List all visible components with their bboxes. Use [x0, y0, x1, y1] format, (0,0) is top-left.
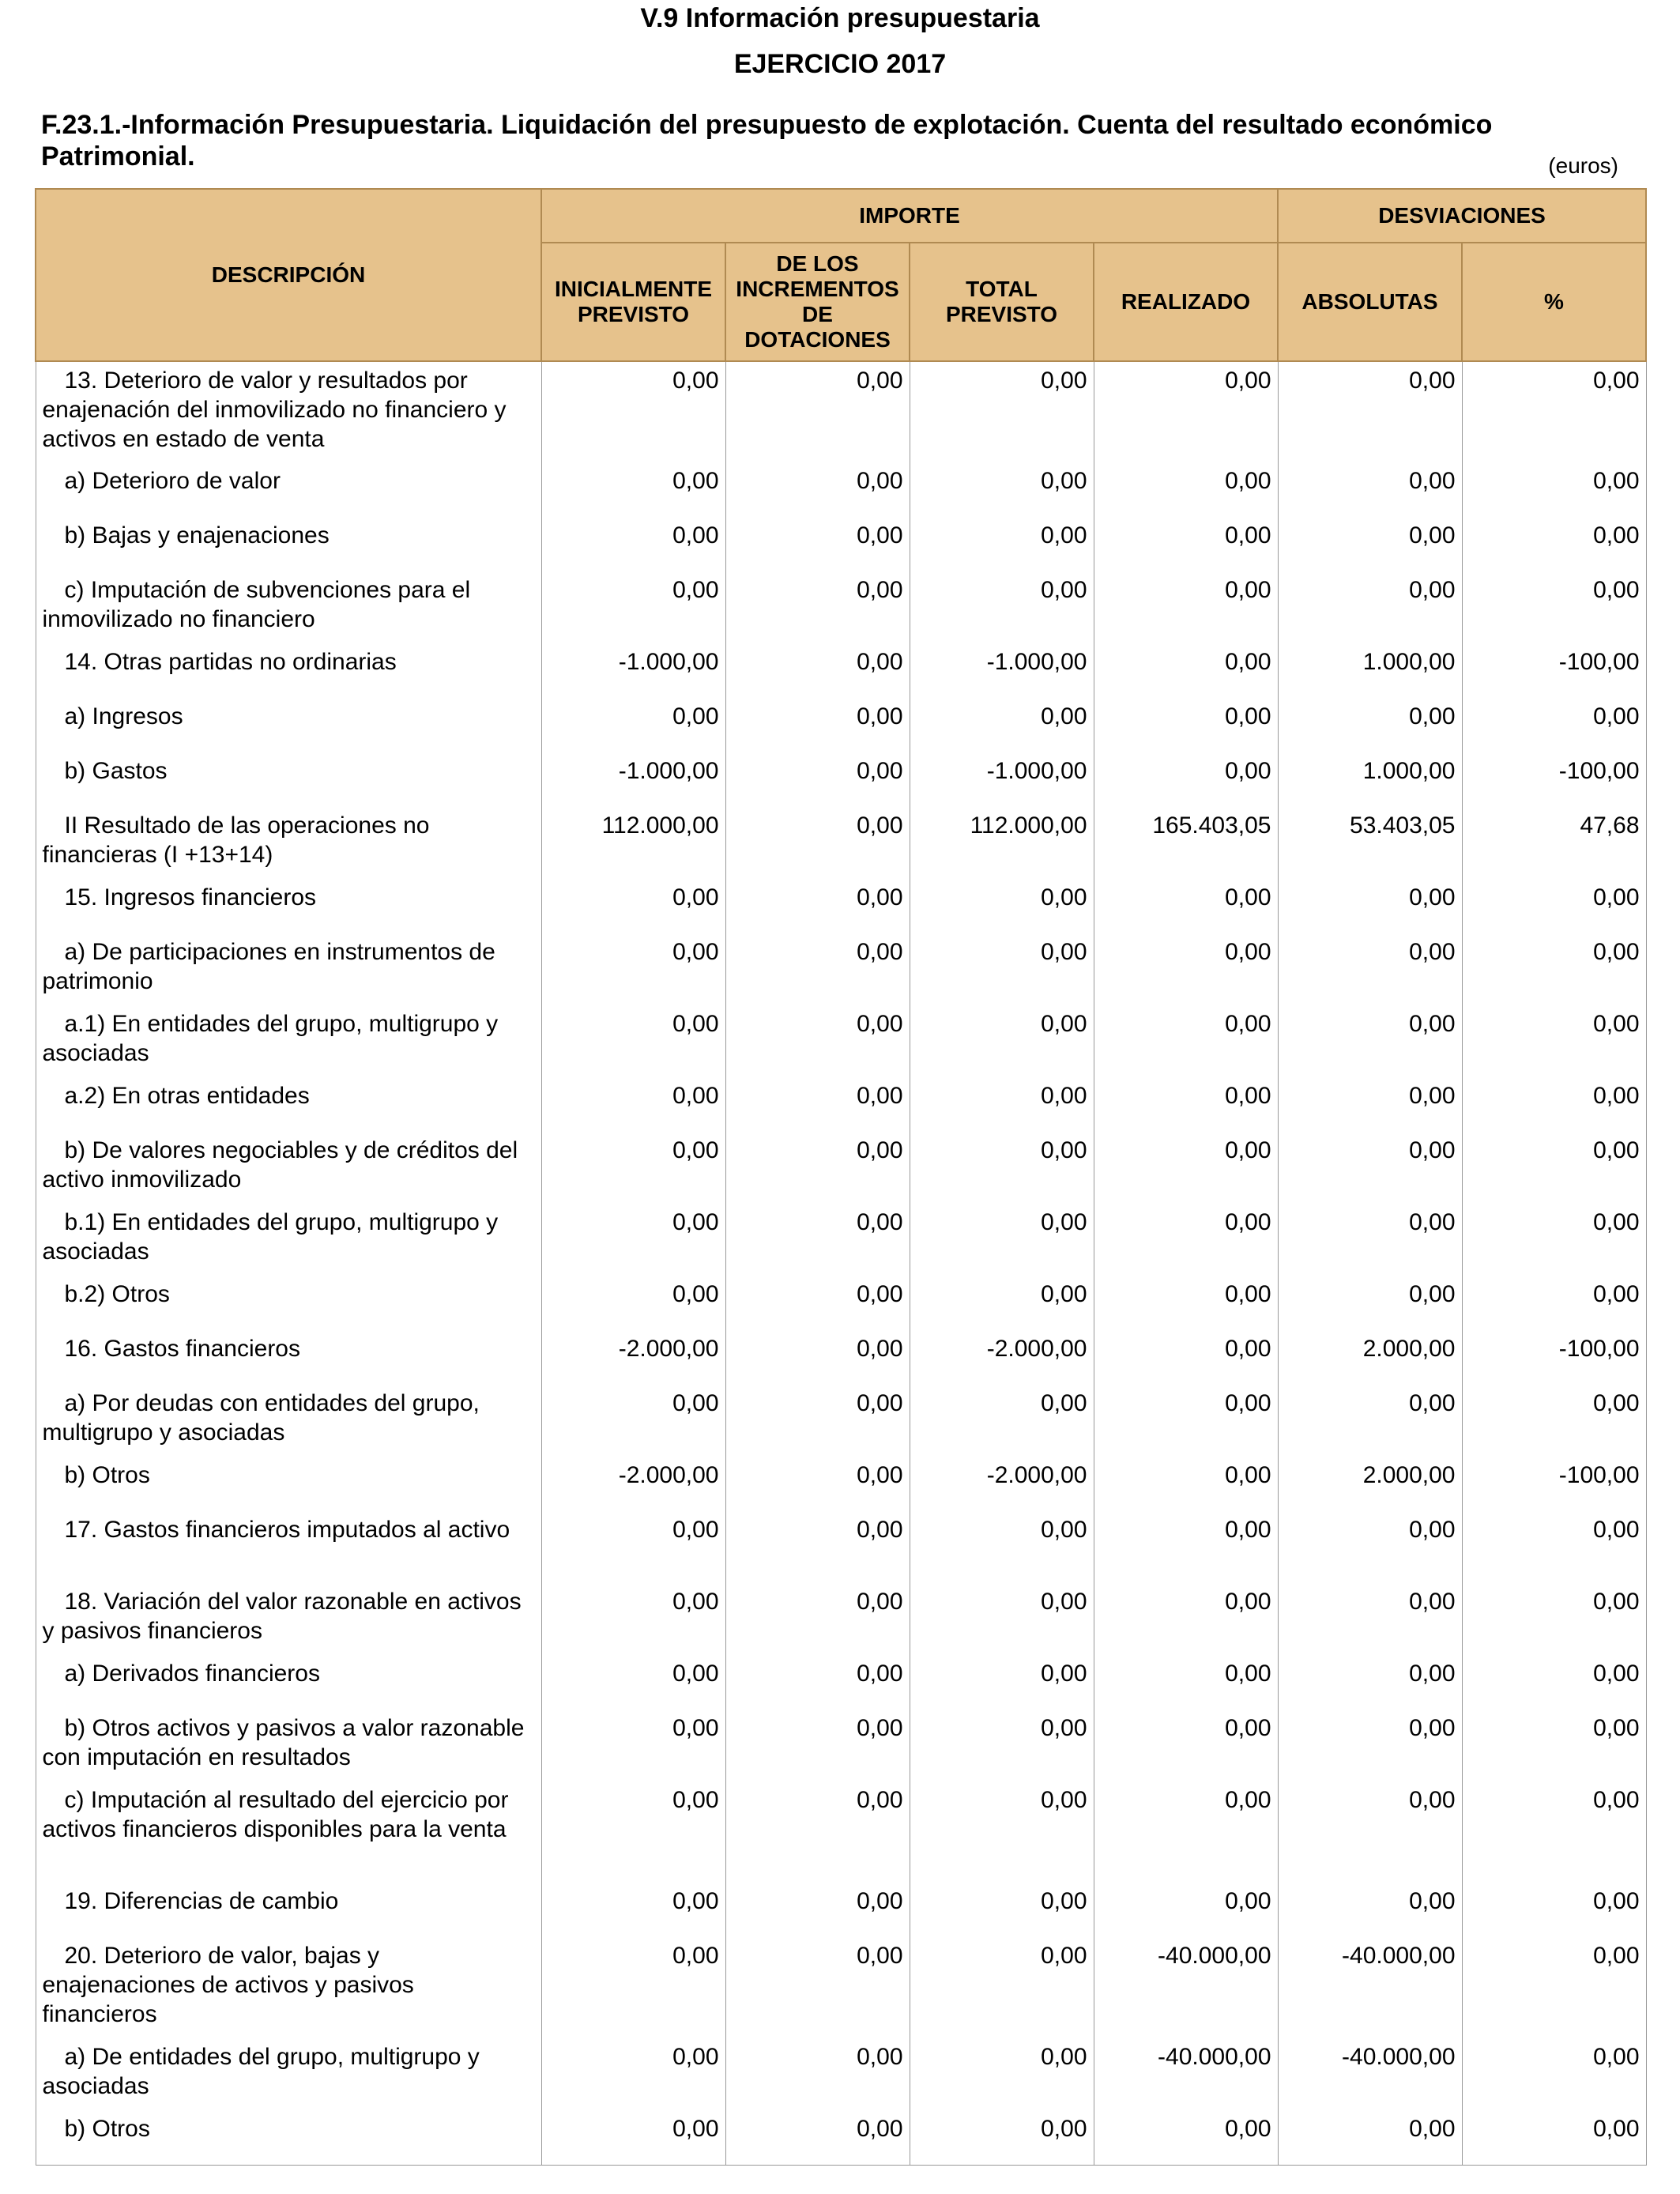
row-value: 0,00 [1278, 361, 1462, 462]
row-value: -2.000,00 [541, 1457, 725, 1511]
table-row [36, 1655, 1646, 1710]
table-row [36, 752, 1646, 807]
row-value: -1.000,00 [910, 643, 1094, 698]
row-value: 0,00 [725, 1583, 910, 1655]
row-value: 0,00 [910, 1710, 1094, 1781]
group-header-importe: IMPORTE [541, 189, 1278, 243]
col-header-description: DESCRIPCIÓN [36, 189, 541, 361]
table-row [36, 1710, 1646, 1781]
row-value: 0,00 [1462, 571, 1646, 643]
report-subtitle: F.23.1.-Información Presupuestaria. Liquidación del presupuesto de explotación. Cuenta del resultado económico Patrimonial. [41, 110, 1493, 172]
table-row [36, 517, 1646, 571]
row-value: 0,00 [1462, 879, 1646, 933]
row-description [36, 571, 541, 643]
row-value: 0,00 [1094, 643, 1278, 698]
fiscal-year-title: EJERCICIO 2017 [733, 49, 947, 79]
row-value: 0,00 [910, 1781, 1094, 1883]
row-description-text: b) Otros [64, 2116, 150, 2142]
row-value: 0,00 [541, 1655, 725, 1710]
row-value: 0,00 [541, 361, 725, 462]
col-header-percent: % [1462, 243, 1646, 361]
row-value: 0,00 [725, 933, 910, 1005]
row-value: 0,00 [725, 1276, 910, 1330]
row-value: 0,00 [1462, 1511, 1646, 1583]
row-description [36, 361, 541, 462]
row-value: 0,00 [1094, 517, 1278, 571]
section-title: V.9 Información presupuestaria [640, 3, 1040, 33]
row-value: 0,00 [1278, 462, 1462, 517]
table-row [36, 1937, 1646, 2038]
table-row [36, 1385, 1646, 1457]
row-value: 0,00 [1094, 1457, 1278, 1511]
row-value: 0,00 [541, 1710, 725, 1781]
row-description [36, 1583, 541, 1655]
row-value: 0,00 [541, 571, 725, 643]
row-description [36, 1883, 541, 1937]
row-value: 0,00 [1462, 2110, 1646, 2165]
row-value: -1.000,00 [541, 643, 725, 698]
row-description [36, 1077, 541, 1132]
table-row [36, 1511, 1646, 1583]
row-value: 0,00 [1462, 1005, 1646, 1077]
row-value: 0,00 [725, 1132, 910, 1204]
row-value: 0,00 [1278, 1710, 1462, 1781]
units-label: (euros) [1548, 153, 1618, 178]
row-value: 0,00 [1094, 1132, 1278, 1204]
row-description-text: b) Otros [64, 1462, 150, 1488]
row-value: 0,00 [1094, 1330, 1278, 1385]
row-description [36, 1655, 541, 1710]
table-row [36, 1132, 1646, 1204]
row-value: 0,00 [910, 1276, 1094, 1330]
row-value: 0,00 [1094, 1276, 1278, 1330]
row-value: 0,00 [541, 1883, 725, 1937]
row-value: 0,00 [910, 1204, 1094, 1276]
row-value: 0,00 [1094, 1655, 1278, 1710]
row-value: 0,00 [541, 1385, 725, 1457]
row-value: 47,68 [1462, 807, 1646, 879]
row-description [36, 2038, 541, 2110]
row-value: 0,00 [541, 462, 725, 517]
row-description-text: a.1) En entidades del grupo, multigrupo y asociadas [42, 1011, 499, 1066]
row-description [36, 1781, 541, 1883]
row-value: 0,00 [910, 879, 1094, 933]
table-row [36, 807, 1646, 879]
table-row [36, 462, 1646, 517]
row-value: 0,00 [1278, 933, 1462, 1005]
row-description-text: 16. Gastos financieros [64, 1336, 300, 1362]
row-value: -40.000,00 [1278, 2038, 1462, 2110]
row-description-text: II Resultado de las operaciones no financieras (I +13+14) [42, 812, 430, 868]
row-value: 0,00 [1094, 1077, 1278, 1132]
row-value: 0,00 [1278, 1005, 1462, 1077]
row-description-text: c) Imputación al resultado del ejercicio por activos financieros disponibles para la venta [42, 1787, 509, 1842]
row-description-text: 15. Ingresos financieros [64, 884, 317, 910]
row-description-text: a) De participaciones en instrumentos de patrimonio [42, 939, 495, 994]
row-value: 0,00 [725, 1204, 910, 1276]
row-description [36, 752, 541, 807]
row-value: 0,00 [1094, 933, 1278, 1005]
row-value: 0,00 [541, 1781, 725, 1883]
table-row [36, 879, 1646, 933]
col-header-inicialmente-previsto: INICIALMENTE PREVISTO [541, 243, 725, 361]
row-value: 0,00 [910, 2110, 1094, 2165]
row-value: 0,00 [1094, 571, 1278, 643]
row-description-text: 20. Deterioro de valor, bajas y enajenaciones de activos y pasivos financieros [42, 1943, 414, 2027]
row-value: 0,00 [541, 2110, 725, 2165]
row-value: 0,00 [1094, 752, 1278, 807]
row-value: -100,00 [1462, 752, 1646, 807]
row-value: 0,00 [910, 933, 1094, 1005]
row-value: 0,00 [1278, 698, 1462, 752]
row-value: 0,00 [1094, 1204, 1278, 1276]
row-description [36, 462, 541, 517]
row-value: 165.403,05 [1094, 807, 1278, 879]
row-value: 0,00 [541, 1204, 725, 1276]
row-description [36, 807, 541, 879]
row-value: 0,00 [1462, 698, 1646, 752]
row-value: 0,00 [1094, 1583, 1278, 1655]
row-description [36, 1385, 541, 1457]
row-description-text: b) Gastos [64, 758, 168, 784]
row-value: 0,00 [1278, 1583, 1462, 1655]
row-value: 0,00 [1462, 1781, 1646, 1883]
table-row [36, 2038, 1646, 2110]
row-value: -100,00 [1462, 1457, 1646, 1511]
row-value: 0,00 [910, 1005, 1094, 1077]
col-header-incrementos: DE LOS INCREMENTOS DE DOTACIONES [725, 243, 910, 361]
row-value: 0,00 [725, 1883, 910, 1937]
row-value: 0,00 [1462, 933, 1646, 1005]
row-value: 0,00 [725, 462, 910, 517]
row-value: 0,00 [541, 879, 725, 933]
table-row [36, 1276, 1646, 1330]
row-value: 0,00 [910, 361, 1094, 462]
row-value: 53.403,05 [1278, 807, 1462, 879]
table-row [36, 1005, 1646, 1077]
row-value: -40.000,00 [1094, 2038, 1278, 2110]
table-row [36, 571, 1646, 643]
row-value: 0,00 [1278, 1385, 1462, 1457]
row-value: 0,00 [1094, 1883, 1278, 1937]
row-value: 0,00 [910, 1937, 1094, 2038]
row-value: 0,00 [1278, 1655, 1462, 1710]
row-description [36, 1710, 541, 1781]
row-value: 0,00 [910, 1583, 1094, 1655]
row-value: 0,00 [1278, 1511, 1462, 1583]
col-header-absolutas: ABSOLUTAS [1278, 243, 1462, 361]
table-row [36, 933, 1646, 1005]
row-description [36, 698, 541, 752]
row-description [36, 1330, 541, 1385]
row-description-text: b) De valores negociables y de créditos del activo inmovilizado [42, 1137, 518, 1193]
row-description-text: b.2) Otros [64, 1281, 170, 1307]
row-value: 0,00 [1278, 571, 1462, 643]
row-value: 0,00 [725, 879, 910, 933]
row-value: 0,00 [1094, 462, 1278, 517]
table-row [36, 698, 1646, 752]
row-value: 0,00 [910, 571, 1094, 643]
row-value: 1.000,00 [1278, 752, 1462, 807]
row-value: 0,00 [1462, 1204, 1646, 1276]
row-value: 0,00 [910, 1883, 1094, 1937]
row-value: 0,00 [1462, 1655, 1646, 1710]
row-description [36, 1276, 541, 1330]
row-value: 0,00 [1278, 1204, 1462, 1276]
row-value: 0,00 [1094, 1511, 1278, 1583]
row-value: -100,00 [1462, 643, 1646, 698]
row-value: 0,00 [910, 1077, 1094, 1132]
row-value: 0,00 [910, 1511, 1094, 1583]
row-value: 0,00 [725, 2110, 910, 2165]
col-header-realizado: REALIZADO [1094, 243, 1278, 361]
row-value: 0,00 [1462, 1132, 1646, 1204]
row-value: 0,00 [1462, 1077, 1646, 1132]
row-value: 0,00 [725, 2038, 910, 2110]
table-row [36, 1583, 1646, 1655]
row-value: -2.000,00 [910, 1457, 1094, 1511]
table-row [36, 2110, 1646, 2165]
row-value: -100,00 [1462, 1330, 1646, 1385]
row-value: 0,00 [541, 1937, 725, 2038]
row-value: 0,00 [1462, 1276, 1646, 1330]
row-value: 112.000,00 [910, 807, 1094, 879]
row-description-text: c) Imputación de subvenciones para el inmovilizado no financiero [42, 577, 471, 632]
row-value: 0,00 [541, 1005, 725, 1077]
row-value: 0,00 [910, 698, 1094, 752]
row-description [36, 1937, 541, 2038]
row-value: -2.000,00 [541, 1330, 725, 1385]
row-description [36, 1204, 541, 1276]
row-value: 0,00 [910, 517, 1094, 571]
row-description [36, 517, 541, 571]
row-value: 0,00 [725, 1385, 910, 1457]
row-description-text: a) Por deudas con entidades del grupo, multigrupo y asociadas [42, 1390, 480, 1446]
row-value: -40.000,00 [1094, 1937, 1278, 2038]
row-value: 0,00 [1094, 1710, 1278, 1781]
row-value: -2.000,00 [910, 1330, 1094, 1385]
row-value: 0,00 [541, 1077, 725, 1132]
row-value: 0,00 [725, 1457, 910, 1511]
row-value: 0,00 [541, 698, 725, 752]
row-value: 0,00 [1094, 1781, 1278, 1883]
row-value: 0,00 [1278, 879, 1462, 933]
row-value: 0,00 [725, 1781, 910, 1883]
row-description-text: b) Bajas y enajenaciones [64, 522, 330, 548]
row-value: 0,00 [725, 643, 910, 698]
row-value: 0,00 [1462, 462, 1646, 517]
row-value: 0,00 [1462, 1937, 1646, 2038]
budget-table [35, 188, 1647, 2166]
table-row [36, 1204, 1646, 1276]
row-value: 2.000,00 [1278, 1457, 1462, 1511]
row-value: 0,00 [725, 1511, 910, 1583]
row-value: 0,00 [725, 571, 910, 643]
row-value: 0,00 [1462, 1710, 1646, 1781]
row-value: 0,00 [1462, 361, 1646, 462]
row-description [36, 879, 541, 933]
row-value: 0,00 [1278, 517, 1462, 571]
row-value: 0,00 [725, 1710, 910, 1781]
col-header-total-previsto: TOTAL PREVISTO [910, 243, 1094, 361]
row-value: 112.000,00 [541, 807, 725, 879]
row-description-text: a) De entidades del grupo, multigrupo y asociadas [42, 2044, 480, 2099]
row-value: 0,00 [725, 752, 910, 807]
row-value: 0,00 [725, 517, 910, 571]
row-value: 0,00 [541, 1511, 725, 1583]
row-description-text: a) Ingresos [64, 703, 183, 729]
row-value: 0,00 [1278, 1781, 1462, 1883]
row-value: 0,00 [541, 1583, 725, 1655]
row-value: 0,00 [725, 1655, 910, 1710]
row-value: 1.000,00 [1278, 643, 1462, 698]
table-row [36, 1883, 1646, 1937]
table-body [36, 361, 1646, 2165]
row-value: 0,00 [541, 1276, 725, 1330]
row-value: 0,00 [1094, 879, 1278, 933]
row-value: 0,00 [725, 361, 910, 462]
row-description-text: b.1) En entidades del grupo, multigrupo y asociadas [42, 1209, 499, 1265]
row-value: 0,00 [910, 1132, 1094, 1204]
row-description-text: 14. Otras partidas no ordinarias [64, 649, 397, 675]
row-value: 0,00 [725, 1937, 910, 2038]
row-value: 0,00 [1462, 1583, 1646, 1655]
row-value: 0,00 [541, 1132, 725, 1204]
row-description-text: a.2) En otras entidades [64, 1083, 310, 1109]
row-value: 0,00 [725, 1077, 910, 1132]
row-description-text: 13. Deterioro de valor y resultados por enajenación del inmovilizado no financiero y activos en estado de venta [42, 368, 507, 452]
row-value: 0,00 [725, 698, 910, 752]
row-description [36, 1132, 541, 1204]
row-description-text: 18. Variación del valor razonable en activos y pasivos financieros [42, 1589, 522, 1644]
table-row [36, 361, 1646, 462]
row-description-text: a) Derivados financieros [64, 1661, 320, 1687]
row-value: 0,00 [541, 517, 725, 571]
row-value: 0,00 [1278, 2110, 1462, 2165]
row-description [36, 1511, 541, 1583]
row-description-text: 17. Gastos financieros imputados al activo [64, 1517, 510, 1543]
row-value: 0,00 [1094, 1385, 1278, 1457]
row-description-text: 19. Diferencias de cambio [64, 1888, 339, 1914]
row-value: 0,00 [725, 1005, 910, 1077]
row-value: 0,00 [910, 462, 1094, 517]
row-value: 0,00 [910, 2038, 1094, 2110]
row-value: 0,00 [1462, 517, 1646, 571]
row-description [36, 1457, 541, 1511]
row-description [36, 2110, 541, 2165]
row-description-text: a) Deterioro de valor [64, 468, 281, 494]
row-value: 0,00 [1278, 1276, 1462, 1330]
row-value: 0,00 [1094, 2110, 1278, 2165]
row-value: -40.000,00 [1278, 1937, 1462, 2038]
row-value: 0,00 [541, 933, 725, 1005]
row-value: 0,00 [910, 1385, 1094, 1457]
row-value: -1.000,00 [910, 752, 1094, 807]
row-value: 0,00 [910, 1655, 1094, 1710]
row-value: -1.000,00 [541, 752, 725, 807]
row-value: 0,00 [1462, 1883, 1646, 1937]
row-value: 0,00 [541, 2038, 725, 2110]
row-value: 0,00 [1278, 1132, 1462, 1204]
row-value: 0,00 [1278, 1883, 1462, 1937]
table-row [36, 643, 1646, 698]
row-value: 0,00 [725, 1330, 910, 1385]
row-value: 0,00 [1278, 1077, 1462, 1132]
row-value: 0,00 [1094, 1005, 1278, 1077]
row-value: 0,00 [725, 807, 910, 879]
table-row [36, 1330, 1646, 1385]
table-row [36, 1457, 1646, 1511]
table-row [36, 1781, 1646, 1883]
row-value: 2.000,00 [1278, 1330, 1462, 1385]
row-value: 0,00 [1462, 1385, 1646, 1457]
row-description [36, 1005, 541, 1077]
row-description [36, 643, 541, 698]
row-description-text: b) Otros activos y pasivos a valor razonable con imputación en resultados [42, 1715, 525, 1770]
row-value: 0,00 [1094, 361, 1278, 462]
row-value: 0,00 [1094, 698, 1278, 752]
row-value: 0,00 [1462, 2038, 1646, 2110]
group-header-desviaciones: DESVIACIONES [1278, 189, 1646, 243]
table-row [36, 1077, 1646, 1132]
row-description [36, 933, 541, 1005]
